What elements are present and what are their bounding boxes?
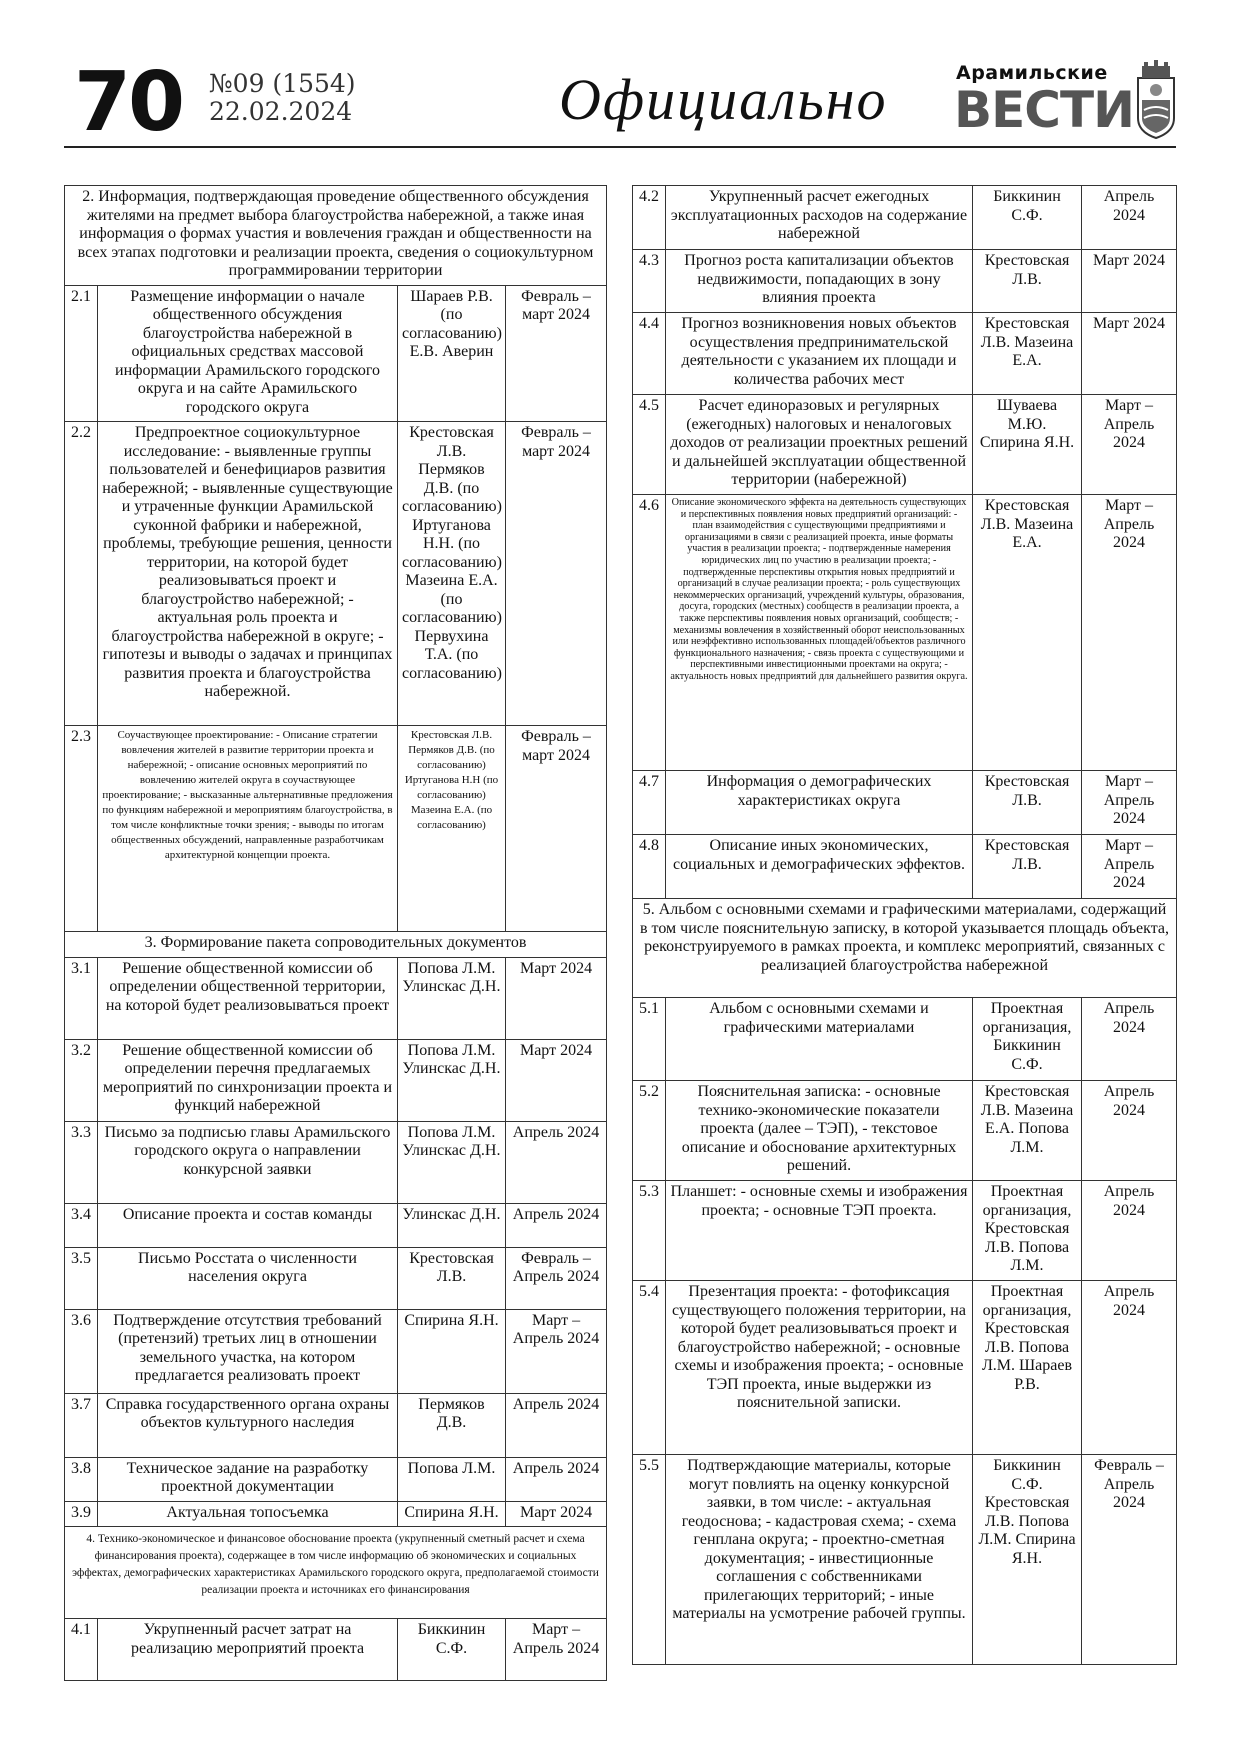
row-description: Укрупненный расчет ежегодных эксплуатационных расходов на содержание набережной [666, 186, 973, 250]
section-4-header-row [65, 1527, 607, 1619]
row-deadline: Апрель 2024 [506, 1121, 607, 1203]
row-deadline: Март – Апрель 2024 [506, 1309, 607, 1393]
row-description: Актуальная топосъемка [98, 1501, 398, 1527]
table-row [65, 957, 607, 1039]
row-description: Описание экономического эффекта на деятельность существующих и перспективных появления новых предприятий организаций: - план взаимодействия с существующими предприятиями и организациями в связи с реализацией проекта, иные форматы участия в реализации проекта; - подтвержденные намерения юридических лиц по участию в реализации проекта; - подтвержденные перспективы открытия новых предприятий и организаций в случае реализации проекта; - роль существующих некоммерческих организаций, учреждений культуры, образования, досуга, городских (местных) сообществ в реализации проекта, а также перспективы появления новых организаций, сообществ; - механизмы вовлечения в хозяйственный оборот неиспользованных или неэффективно использованных площадей/объектов различного функционального назначения; - связь проекта с существующими и перспективными инвестиционными проектами на округа; - актуальность новых предприятий для дальнейшего развития округа. [666, 495, 973, 771]
row-deadline: Февраль – март 2024 [506, 726, 607, 932]
newspaper-logo [954, 62, 1134, 142]
row-number: 4.8 [633, 835, 666, 899]
section-5-header: 5. Альбом с основными схемами и графическими материалами, содержащий в том числе пояснительную записку, в которой указывается площадь объекта, реконструируемого в рамках проекта, и комплекс мероприятий, связанных с реализацией благоустройства набережной [633, 899, 1177, 998]
issue-info [209, 70, 356, 126]
section-2-header: 2. Информация, подтверждающая проведение общественного обсуждения жителями на предмет выбора благоустройства набережной, а также иная информация о формах участия и вовлечения граждан и общественности на всех этапах подготовки и реализации проекта, сведения о социокультурном программировании территории [65, 186, 607, 286]
row-responsible: Спирина Я.Н. [398, 1501, 506, 1527]
row-responsible: Проектная организация, Крестовская Л.В. Попова Л.М. Шараев Р.В. [973, 1281, 1082, 1455]
row-deadline: Февраль – март 2024 [506, 285, 607, 422]
row-deadline: Апрель 2024 [506, 1203, 607, 1247]
row-description: Укрупненный расчет затрат на реализацию мероприятий проекта [98, 1619, 398, 1681]
section-4-header: 4. Технико-экономическое и финансовое обоснование проекта (укрупненный сметный расчет и схема финансирования проекта), содержащее в том числе информацию об экономических и социальных эффектах, демографических характеристиках Арамильского городского округа, предполагаемой стоимости реализации проекта и источниках его финансирования [65, 1527, 607, 1619]
row-number: 3.5 [65, 1247, 98, 1309]
row-description: Подтверждение отсутствия требований (претензий) третьих лиц в отношении земельного участка, на котором предлагается реализовать проект [98, 1309, 398, 1393]
left-table [64, 185, 607, 1681]
row-responsible: Шараев Р.В. (по согласованию) Е.В. Аверин [398, 285, 506, 422]
row-description: Описание проекта и состав команды [98, 1203, 398, 1247]
coat-of-arms-icon [1134, 60, 1178, 140]
row-deadline: Март 2024 [1082, 250, 1177, 313]
row-number: 5.3 [633, 1181, 666, 1281]
issue-date: 22.02.2024 [209, 97, 353, 126]
issue-number: №09 (1554) [209, 69, 356, 98]
row-description: Описание иных экономических, социальных и демографических эффектов. [666, 835, 973, 899]
table-row [633, 495, 1177, 771]
row-description: Прогноз возникновения новых объектов осуществления предпринимательской деятельности с указанием их площади и количества рабочих мест [666, 313, 973, 395]
row-number: 2.2 [65, 422, 98, 726]
row-description: Письмо Росстата о численности населения округа [98, 1247, 398, 1309]
row-deadline: Март 2024 [1082, 313, 1177, 395]
table-row [65, 422, 607, 726]
row-number: 3.1 [65, 957, 98, 1039]
row-deadline: Апрель 2024 [506, 1457, 607, 1501]
row-deadline: Март – Апрель 2024 [1082, 771, 1177, 835]
row-number: 2.1 [65, 285, 98, 422]
row-responsible: Крестовская Л.В. Пермяков Д.В. (по согласованию) Иртуганова Н.Н (по согласованию) Мазеина Е.А. (по согласованию) [398, 726, 506, 932]
row-deadline: Март 2024 [506, 1039, 607, 1121]
row-number: 5.2 [633, 1081, 666, 1181]
row-number: 4.1 [65, 1619, 98, 1681]
table-row [65, 1121, 607, 1203]
row-responsible: Биккинин С.Ф. [973, 186, 1082, 250]
row-responsible: Попова Л.М. Улинскас Д.Н. [398, 1121, 506, 1203]
row-responsible: Крестовская Л.В. Мазеина Е.А. [973, 495, 1082, 771]
row-responsible: Крестовская Л.В. Мазеина Е.А. Попова Л.М. [973, 1081, 1082, 1181]
row-deadline: Апрель 2024 [1082, 1281, 1177, 1455]
table-row [65, 1501, 607, 1527]
row-description: Решение общественной комиссии об определении общественной территории, на которой будет реализовываться проект [98, 957, 398, 1039]
row-responsible: Крестовская Л.В. Пермяков Д.В. (по согласованию) Иртуганова Н.Н. (по согласованию) Мазеина Е.А. (по согласованию) Первухина Т.А. (по согласованию) [398, 422, 506, 726]
section-5-header-row [633, 899, 1177, 998]
row-deadline: Февраль – Апрель 2024 [1082, 1455, 1177, 1665]
row-number: 4.5 [633, 395, 666, 495]
row-responsible: Крестовская Л.В. [398, 1247, 506, 1309]
row-number: 3.3 [65, 1121, 98, 1203]
logo-top-text: Арамильские [956, 62, 1108, 84]
row-number: 4.3 [633, 250, 666, 313]
row-deadline: Март 2024 [506, 1501, 607, 1527]
section-3-header-row [65, 932, 607, 958]
row-description: Подтверждающие материалы, которые могут повлиять на оценку конкурсной заявки, в том числе: - актуальная геодоснова; - кадастровая схема; - схема генплана округа; - проектно-сметная документация; - инвестиционные соглашения с собственниками прилегающих территорий; - иные материалы на усмотрение рабочей группы. [666, 1455, 973, 1665]
table-row [65, 285, 607, 422]
row-deadline: Апрель 2024 [1082, 1181, 1177, 1281]
logo-main-text: ВЕСТИ [954, 81, 1134, 139]
row-description: Презентация проекта: - фотофиксация существующего положения территории, на которой будет реализовываться проект и благоустройство набережной; - основные схемы и изображения проекта; - основные ТЭП проекта, иные выдержки из пояснительной записки. [666, 1281, 973, 1455]
row-responsible: Спирина Я.Н. [398, 1309, 506, 1393]
row-deadline: Апрель 2024 [1082, 1081, 1177, 1181]
row-responsible: Биккинин С.Ф. [398, 1619, 506, 1681]
row-description: Предпроектное социокультурное исследование: - выявленные группы пользователей и бенефициаров развития набережной; - выявленные существующие и утраченные функции Арамильской суконной фабрики и набережной, проблемы, требующие решения, ценности территории, на которой будет реализовываться проект и благоустройство набережной; - актуальная роль проекта и благоустройства набережной в округе; - гипотезы и выводы о задачах и принципах развития проекта и благоустройства набережной. [98, 422, 398, 726]
table-row [633, 1081, 1177, 1181]
row-responsible: Попова Л.М. Улинскас Д.Н. [398, 957, 506, 1039]
section-3-header: 3. Формирование пакета сопроводительных документов [65, 932, 607, 958]
table-row [633, 1181, 1177, 1281]
row-deadline: Февраль – Апрель 2024 [506, 1247, 607, 1309]
row-number: 3.4 [65, 1203, 98, 1247]
row-responsible: Улинскас Д.Н. [398, 1203, 506, 1247]
table-row [65, 1393, 607, 1457]
row-description: Альбом с основными схемами и графическими материалами [666, 998, 973, 1081]
row-responsible: Биккинин С.Ф. Крестовская Л.В. Попова Л.М. Спирина Я.Н. [973, 1455, 1082, 1665]
row-description: Прогноз роста капитализации объектов недвижимости, попадающих в зону влияния проекта [666, 250, 973, 313]
row-responsible: Шуваева М.Ю. Спирина Я.Н. [973, 395, 1082, 495]
row-deadline: Март – Апрель 2024 [506, 1619, 607, 1681]
row-description: Справка государственного органа охраны объектов культурного наследия [98, 1393, 398, 1457]
row-number: 3.8 [65, 1457, 98, 1501]
row-description: Размещение информации о начале общественного обсуждения благоустройства набережной в официальных средствах массовой информации Арамильского городского округа и на сайте Арамильского городского округа [98, 285, 398, 422]
row-number: 4.4 [633, 313, 666, 395]
row-responsible: Крестовская Л.В. [973, 771, 1082, 835]
row-responsible: Крестовская Л.В. [973, 835, 1082, 899]
row-deadline: Март – Апрель 2024 [1082, 495, 1177, 771]
row-deadline: Март – Апрель 2024 [1082, 835, 1177, 899]
page-number: 70 [74, 55, 183, 150]
row-description: Расчет единоразовых и регулярных (ежегодных) налоговых и неналоговых доходов от реализации проектных решений и дальнейшей эксплуатации общественной территории (набережной) [666, 395, 973, 495]
row-description: Информация о демографических характеристиках округа [666, 771, 973, 835]
page-header [64, 55, 1176, 150]
row-number: 5.4 [633, 1281, 666, 1455]
table-row [65, 1619, 607, 1681]
row-responsible: Попова Л.М. Улинскас Д.Н. [398, 1039, 506, 1121]
table-row [633, 395, 1177, 495]
table-row [65, 1039, 607, 1121]
row-responsible: Проектная организация, Биккинин С.Ф. [973, 998, 1082, 1081]
table-row [65, 1203, 607, 1247]
row-description: Решение общественной комиссии об определении перечня предлагаемых мероприятий по синхронизации проекта и функций набережной [98, 1039, 398, 1121]
row-deadline: Март 2024 [506, 957, 607, 1039]
row-description: Соучаствующее проектирование: - Описание стратегии вовлечения жителей в развитие территории проекта и набережной; - описание основных мероприятий по вовлечению жителей округа в соучаствующее проектирование; - высказанные альтернативные предложения по функциям набережной и мероприятиям благоустройства, в том числе конфликтные точки зрения; - выводы по итогам общественных обсуждений, направленные разработчикам архитектурной концепции проекта. [98, 726, 398, 932]
row-responsible: Пермяков Д.В. [398, 1393, 506, 1457]
row-number: 4.7 [633, 771, 666, 835]
row-responsible: Крестовская Л.В. Мазеина Е.А. [973, 313, 1082, 395]
row-number: 3.7 [65, 1393, 98, 1457]
row-number: 4.2 [633, 186, 666, 250]
section-2-header-row [65, 186, 607, 286]
row-number: 5.5 [633, 1455, 666, 1665]
row-number: 3.9 [65, 1501, 98, 1527]
table-row [633, 250, 1177, 313]
section-title: Официально [559, 67, 888, 132]
row-responsible: Попова Л.М. [398, 1457, 506, 1501]
table-row [633, 835, 1177, 899]
table-row [633, 771, 1177, 835]
row-deadline: Март – Апрель 2024 [1082, 395, 1177, 495]
table-row [633, 313, 1177, 395]
row-description: Пояснительная записка: - основные технико-экономические показатели проекта (далее – ТЭП), - текстовое описание и обоснование архитектурных решений. [666, 1081, 973, 1181]
right-column [632, 185, 1176, 1665]
row-description: Письмо за подписью главы Арамильского городского округа о направлении конкурсной заявки [98, 1121, 398, 1203]
row-deadline: Февраль – март 2024 [506, 422, 607, 726]
row-deadline: Апрель 2024 [506, 1393, 607, 1457]
row-number: 2.3 [65, 726, 98, 932]
table-row [633, 1281, 1177, 1455]
table-row [65, 1309, 607, 1393]
row-description: Техническое задание на разработку проектной документации [98, 1457, 398, 1501]
row-deadline: Апрель 2024 [1082, 998, 1177, 1081]
table-row [633, 998, 1177, 1081]
row-number: 5.1 [633, 998, 666, 1081]
right-table [632, 185, 1177, 1665]
row-deadline: Апрель 2024 [1082, 186, 1177, 250]
row-number: 3.6 [65, 1309, 98, 1393]
row-responsible: Крестовская Л.В. [973, 250, 1082, 313]
table-row [633, 186, 1177, 250]
table-row [65, 726, 607, 932]
row-number: 4.6 [633, 495, 666, 771]
table-row [65, 1457, 607, 1501]
table-row [65, 1247, 607, 1309]
row-responsible: Проектная организация, Крестовская Л.В. Попова Л.М. [973, 1181, 1082, 1281]
row-description: Планшет: - основные схемы и изображения проекта; - основные ТЭП проекта. [666, 1181, 973, 1281]
row-number: 3.2 [65, 1039, 98, 1121]
table-row [633, 1455, 1177, 1665]
left-column [64, 185, 606, 1681]
